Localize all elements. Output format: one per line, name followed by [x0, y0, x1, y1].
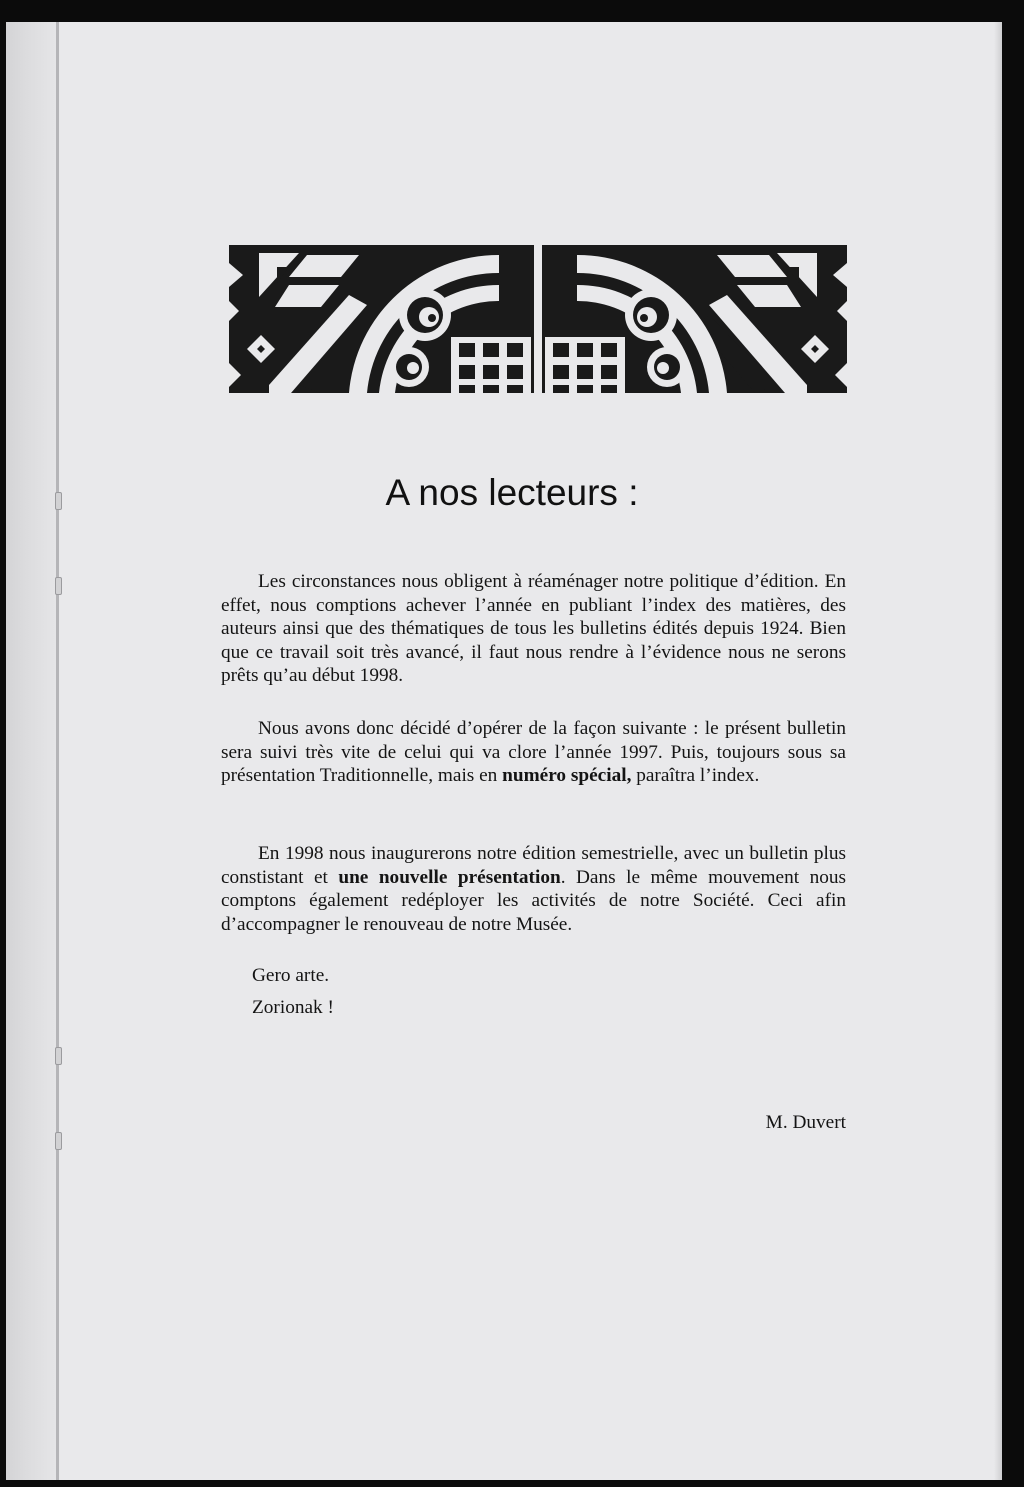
paragraph-2-text-end: paraîtra l’index.	[631, 765, 760, 786]
paragraph-3	[221, 842, 846, 936]
page-fold	[56, 22, 59, 1480]
closing-line-1: Gero arte.	[252, 965, 330, 986]
page-edge	[994, 22, 1002, 1480]
binding-stitch	[55, 577, 62, 595]
gutter-shadow	[6, 22, 58, 1480]
page-title: A nos lecteurs :	[385, 472, 639, 513]
paragraph-1: Les circonstances nous obligent à réaménager notre politique d’édition. En effet, nous comptions achever l’année en publiant l’index des matières, des auteurs ainsi que des thématiques de tous les bulletins édités depuis 1924. Bien que ce travail soit très avancé, il faut nous rendre à l’évidence nous ne serons prêts qu’au début 1998.	[221, 571, 846, 686]
paragraph-3-emphasis: une nouvelle présentation	[338, 866, 561, 888]
paragraph-3-text: En 1998 nous inaugurerons notre édition semestrielle, avec un bulletin plus constistant et	[221, 843, 846, 888]
binding-stitch	[55, 1047, 62, 1065]
ornament-banner-icon	[229, 245, 847, 393]
paragraph-2-emphasis: numéro spécial,	[502, 765, 632, 786]
paragraph-3-text-end: . Dans le même mouvement nous comptons également redéployer les activités de notre Société. Ceci afin d’accompagner le renouveau de notre Musée.	[221, 866, 846, 935]
signature: M. Duvert	[765, 1112, 846, 1133]
paragraph-2-text: Nous avons donc décidé d’opérer de la façon suivante : le présent bulletin sera suivi très vite de celui qui va clore l’année 1997. Puis, toujours sous sa présentation Traditionnelle, mais en	[221, 718, 846, 786]
paragraph-2	[221, 717, 846, 788]
closing-line-2: Zorionak !	[252, 997, 334, 1018]
binding-stitch	[55, 1132, 62, 1150]
